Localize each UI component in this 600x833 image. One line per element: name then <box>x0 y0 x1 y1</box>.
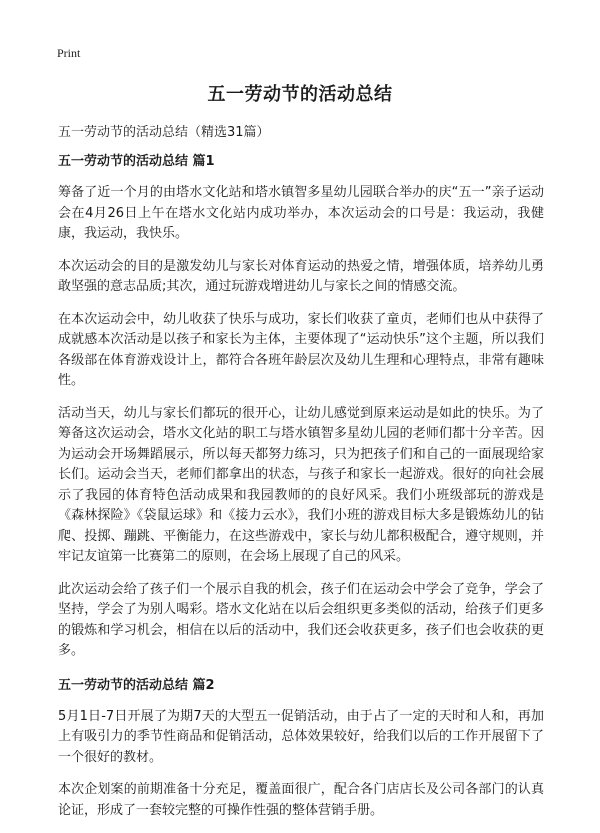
paragraph: 筹备了近一个月的由塔水文化站和塔水镇智多星幼儿园联合举办的庆“五一”亲子运动会在4月26日上午在塔水文化站内成功举办，本次运动会的口号是：我运动，我健康，我运动，我快乐。 <box>58 185 544 241</box>
paragraph: 5月1日-7日开展了为期7天的大型五一促销活动，由于占了一定的天时和人和，再加上有吸引力的季节性商品和促销活动，总体效果较好，给我们以后的工作开展留下了一个很好的教材。 <box>58 708 544 765</box>
page-title: 五一劳动节的活动总结 <box>207 84 393 105</box>
paragraph: 本次运动会的目的是激发幼儿与家长对体育运动的热爱之情，增强体质，培养幼儿勇敢坚强的意志品质;其次，通过玩游戏增进幼儿与家长之间的情感交流。 <box>58 258 544 294</box>
paragraph: 在本次运动会中，幼儿收获了快乐与成功，家长们收获了童贞，老师们也从中获得了成就感本次活动是以孩子和家长为主体，主要体现了“运动快乐”这个主题，所以我们各级部在体育游戏设计上，都符合各班年龄层次及幼儿生理和心理特点，非常有趣味性。 <box>58 311 544 388</box>
paragraph: 此次运动会给了孩子们一个展示自我的机会，孩子们在运动会中学会了竞争，学会了坚持，学会了为别人喝彩。塔水文化站在以后会组织更多类似的活动，给孩子们更多的锻炼和学习机会，相信在以后的活动中，我们还会收获更多，孩子们也会收获的更多。 <box>58 581 544 658</box>
section-heading: 五一劳动节的活动总结 篇1 <box>58 154 215 169</box>
section-heading: 五一劳动节的活动总结 篇2 <box>58 677 215 693</box>
document-subtitle: 五一劳动节的活动总结（精选31篇） <box>58 125 270 140</box>
document-body <box>58 150 544 833</box>
paragraph: 活动当天，幼儿与家长们都玩的很开心，让幼儿感觉到原来运动是如此的快乐。为了筹备这次运动会，塔水文化站的职工与塔水镇智多星幼儿园的老师们都十分辛苦。因为运动会开场舞蹈展示，所以每天都努力练习，只为把孩子们和自己的一面展现给家长们。运动会当天，老师们都拿出的状态，与孩子和家长一起游戏。很好的向社会展示了我园的体育特色活动成果和我园教师的的良好风采。我们小班级部玩的游戏是《森林探险》《袋鼠运球》和《接力云水》，我们小班的游戏目标大多是锻炼幼儿的钻爬、投掷、蹦跳、平衡能力，在这些游戏中，家长与幼儿都积极配合，遵守规则，并牢记友谊第一比赛第二的原则，在会场上展现了自己的风采。 <box>58 405 544 564</box>
print-label[interactable]: Print <box>57 46 81 60</box>
paragraph: 本次企划案的前期准备十分充足，覆盖面很广，配合各门店店长及公司各部门的认真论证，形成了一套较完整的可操作性强的整体营销手册。 <box>58 782 544 818</box>
